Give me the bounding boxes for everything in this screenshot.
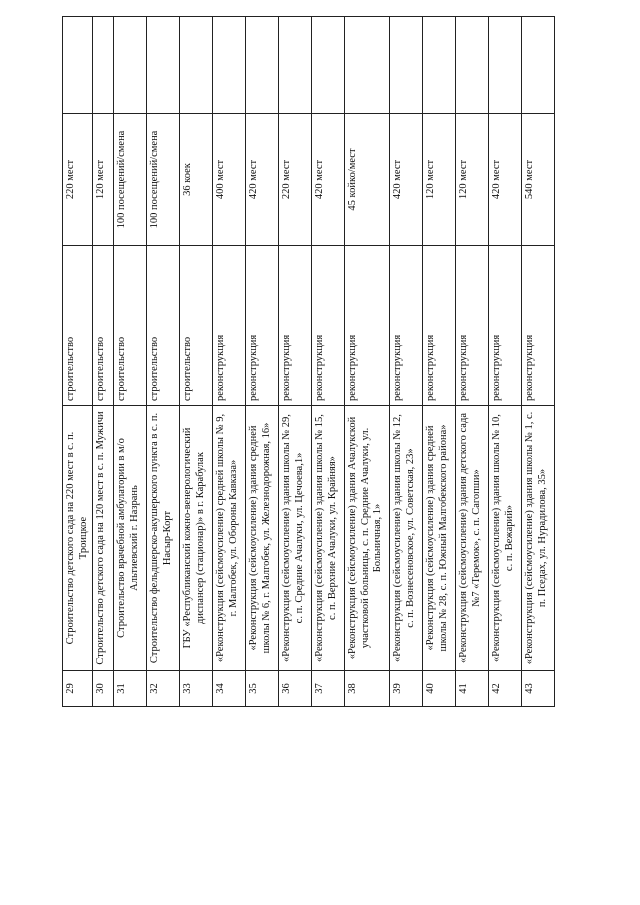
table-row [147,17,180,707]
empty-cell [180,17,213,114]
row-number: 41 [456,671,489,707]
object-name: «Реконструкция (сейсмоусиление) здания средней школы № 6, г. Малгобек, ул. Железнодорожная, 16» [246,406,279,671]
object-name: Строительство детского сада на 120 мест в с. п. Мужичи [93,406,114,671]
table-row [390,17,423,707]
capacity: 120 мест [93,114,114,246]
work-type: строительство [63,246,93,406]
object-name: «Реконструкция (сейсмоусиление) здания школы № 15, с. п. Верхние Ачалуки, ул. Крайняя» [312,406,345,671]
work-type: реконструкция [456,246,489,406]
table-row [456,17,489,707]
table-row [93,17,114,707]
empty-cell [279,17,312,114]
work-type: реконструкция [489,246,522,406]
table-row [180,17,213,707]
work-type: реконструкция [312,246,345,406]
capacity: 420 мест [246,114,279,246]
capacity: 120 мест [456,114,489,246]
table-row [63,17,93,707]
object-name: «Реконструкция (сейсмоусиление) здания школы № 10, с. п. Вежарий» [489,406,522,671]
empty-cell [522,17,555,114]
work-type: реконструкция [390,246,423,406]
row-number: 35 [246,671,279,707]
row-number: 32 [147,671,180,707]
work-type: реконструкция [246,246,279,406]
object-name: Строительство детского сада на 220 мест в с. п. Троицкое [63,406,93,671]
work-type: строительство [147,246,180,406]
capacity: 100 посещений/смена [114,114,147,246]
empty-cell [456,17,489,114]
object-name: «Реконструкция (сейсмоусиление) здания средней школы № 28, с. п. Южный Малгобекского района» [423,406,456,671]
empty-cell [390,17,423,114]
empty-cell [423,17,456,114]
empty-cell [312,17,345,114]
object-name: «Реконструкция (сейсмоусиление) здания Ачалукской участковой больницы, с. п. Средние Ачалуки, ул. Больничная, 1» [345,406,390,671]
work-type: строительство [180,246,213,406]
row-number: 38 [345,671,390,707]
table-row [345,17,390,707]
capacity: 400 мест [213,114,246,246]
empty-cell [147,17,180,114]
work-type: реконструкция [345,246,390,406]
row-number: 34 [213,671,246,707]
capacity: 420 мест [489,114,522,246]
object-name: «Реконструкция (сейсмоусиление) здания школы № 1, с. п. Пседах, ул. Нурадилова, 35» [522,406,555,671]
capacity: 220 мест [63,114,93,246]
objects-table-body [63,17,555,707]
row-number: 30 [93,671,114,707]
work-type: реконструкция [522,246,555,406]
row-number: 37 [312,671,345,707]
table-row [279,17,312,707]
empty-cell [213,17,246,114]
table-row [489,17,522,707]
row-number: 33 [180,671,213,707]
capacity: 220 мест [279,114,312,246]
empty-cell [489,17,522,114]
row-number: 36 [279,671,312,707]
capacity: 36 коек [180,114,213,246]
empty-cell [345,17,390,114]
table-row [312,17,345,707]
row-number: 29 [63,671,93,707]
objects-table [62,16,555,707]
empty-cell [63,17,93,114]
row-number: 43 [522,671,555,707]
work-type: реконструкция [213,246,246,406]
work-type: реконструкция [279,246,312,406]
empty-cell [114,17,147,114]
work-type: строительство [93,246,114,406]
object-name: ГБУ «Республиканский кожно-венерологический диспансер (стационар)» в г. Карабулак [180,406,213,671]
capacity: 100 посещений/смена [147,114,180,246]
capacity: 420 мест [390,114,423,246]
object-name: «Реконструкция (сейсмоусиление) средней школы № 9, г. Малгобек, ул. Обороны Кавказа» [213,406,246,671]
table-row [246,17,279,707]
row-number: 39 [390,671,423,707]
row-number: 42 [489,671,522,707]
object-name: «Реконструкция (сейсмоусиление) здания школы № 12, с. п. Вознесеновское, ул. Советская, 23» [390,406,423,671]
table-row [423,17,456,707]
table-row [522,17,555,707]
object-name: «Реконструкция (сейсмоусиление) здания школы № 29, с. п. Средние Ачалуки, ул. Цечоева,1» [279,406,312,671]
empty-cell [93,17,114,114]
object-name: Строительство фельдшерско-акушерского пункта в с. п. Насыр-Корт [147,406,180,671]
capacity: 420 мест [312,114,345,246]
capacity: 120 мест [423,114,456,246]
work-type: реконструкция [423,246,456,406]
work-type: строительство [114,246,147,406]
object-name: Строительство врачебной амбулатории в м/о Альтиевский г. Назрань [114,406,147,671]
capacity: 540 мест [522,114,555,246]
capacity: 45 койко/мест [345,114,390,246]
object-name: «Реконструкция (сейсмоусиление) здания детского сада №7 «Теремок», с. п. Сагопши» [456,406,489,671]
table-row [114,17,147,707]
table-row [213,17,246,707]
row-number: 31 [114,671,147,707]
empty-cell [246,17,279,114]
row-number: 40 [423,671,456,707]
